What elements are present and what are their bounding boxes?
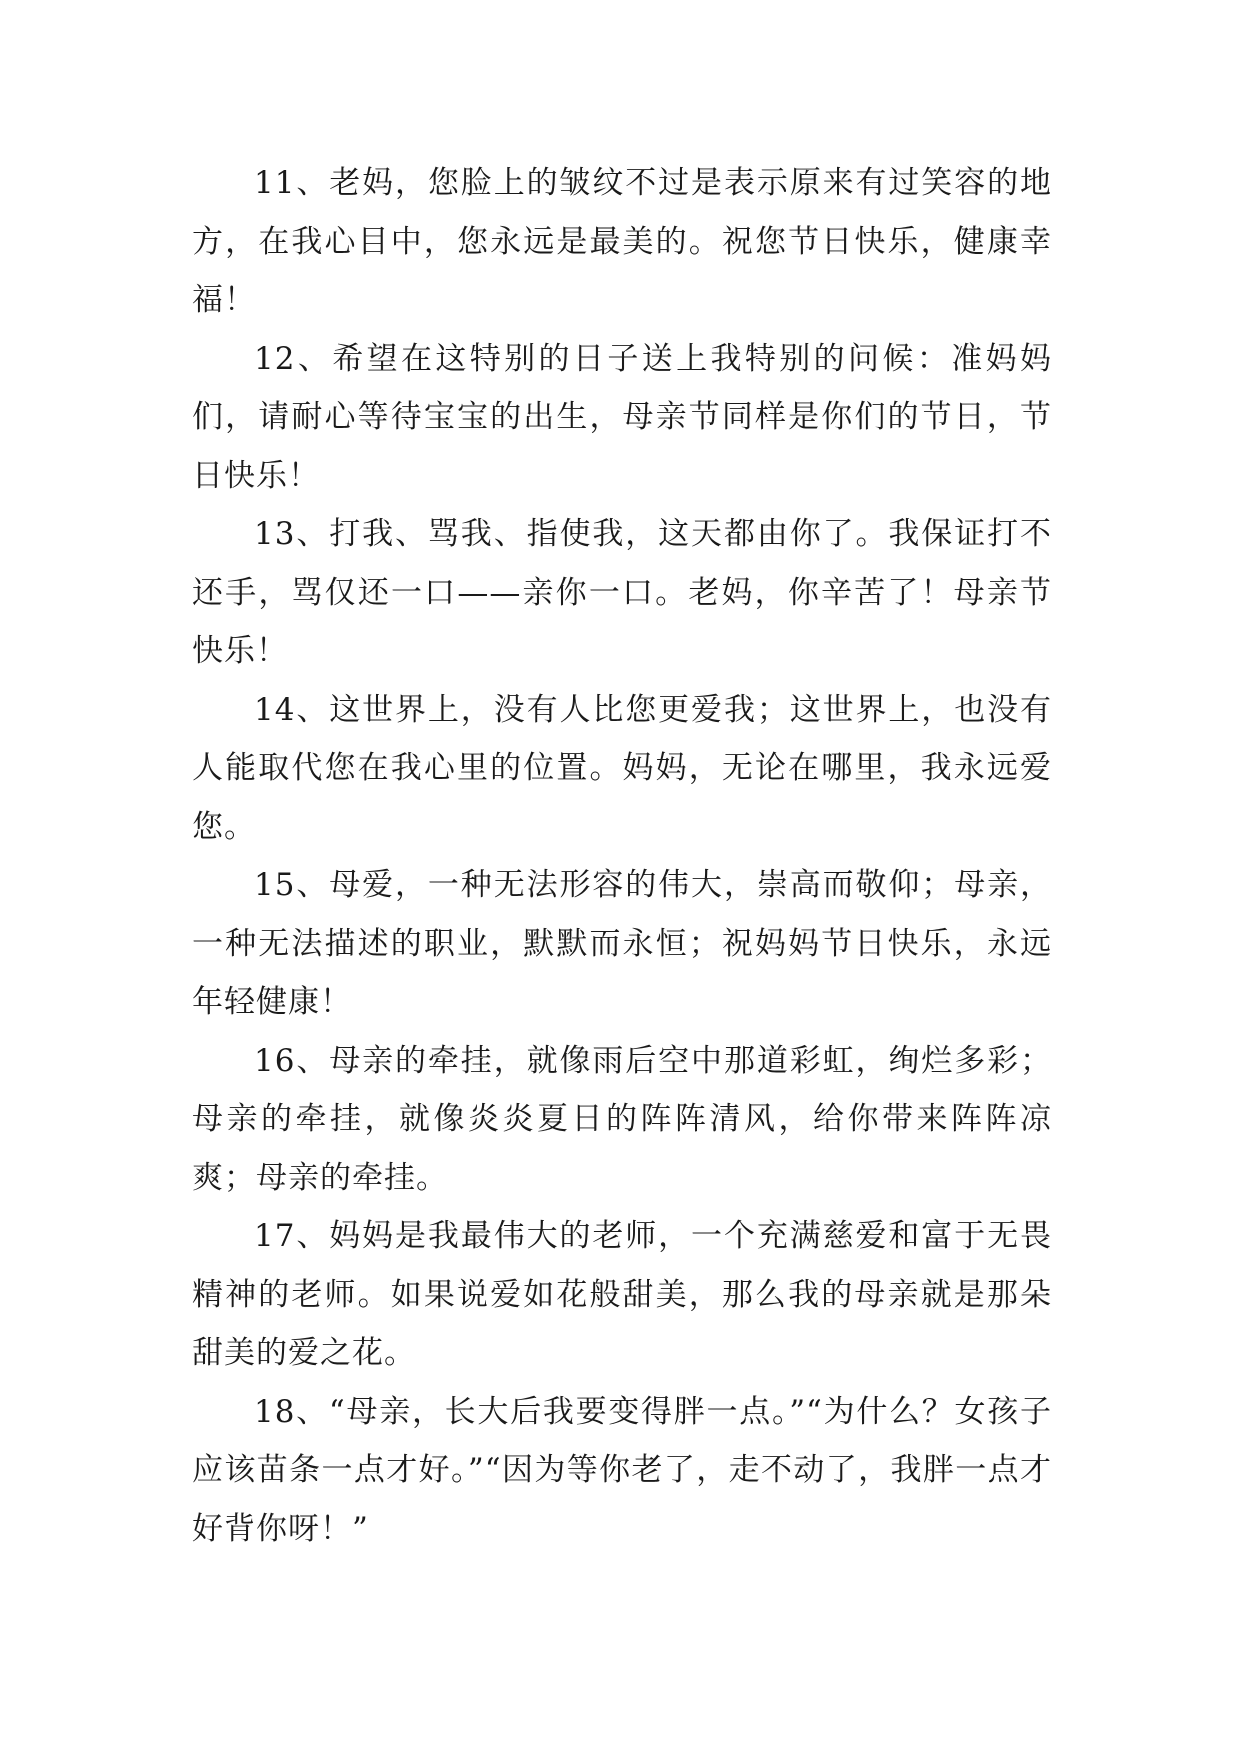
paragraph-17: 17、妈妈是我最伟大的老师，一个充满慈爱和富于无畏精神的老师。如果说爱如花般甜美，那么我的母亲就是那朵甜美的爱之花。 <box>192 1218 1052 1371</box>
paragraph-13: 13、打我、骂我、指使我，这天都由你了。我保证打不还手，骂仅还一口——亲你一口。老妈，你辛苦了！母亲节快乐！ <box>192 516 1052 669</box>
paragraph-12: 12、希望在这特别的日子送上我特别的问候：准妈妈们，请耐心等待宝宝的出生，母亲节同样是你们的节日，节日快乐！ <box>192 340 1052 494</box>
paragraph-15: 15、母爱，一种无法形容的伟大，崇高而敬仰；母亲，一种无法描述的职业，默默而永恒；祝妈妈节日快乐，永远年轻健康！ <box>192 867 1052 1020</box>
paragraph-14: 14、这世界上，没有人比您更爱我；这世界上，也没有人能取代您在我心里的位置。妈妈，无论在哪里，我永远爱您。 <box>192 691 1052 845</box>
paragraph-18: 18、“母亲，长大后我要变得胖一点。”“为什么？女孩子应该苗条一点才好。”“因为等你老了，走不动了，我胖一点才好背你呀！” <box>192 1393 1052 1547</box>
paragraph-16: 16、母亲的牵挂，就像雨后空中那道彩虹，绚烂多彩；母亲的牵挂，就像炎炎夏日的阵阵清风，给你带来阵阵凉爽；母亲的牵挂。 <box>192 1042 1052 1196</box>
paragraph-11: 11、老妈，您脸上的皱纹不过是表示原来有过笑容的地方，在我心目中，您永远是最美的。祝您节日快乐，健康幸福！ <box>192 165 1052 318</box>
document-body <box>192 154 1052 1558</box>
